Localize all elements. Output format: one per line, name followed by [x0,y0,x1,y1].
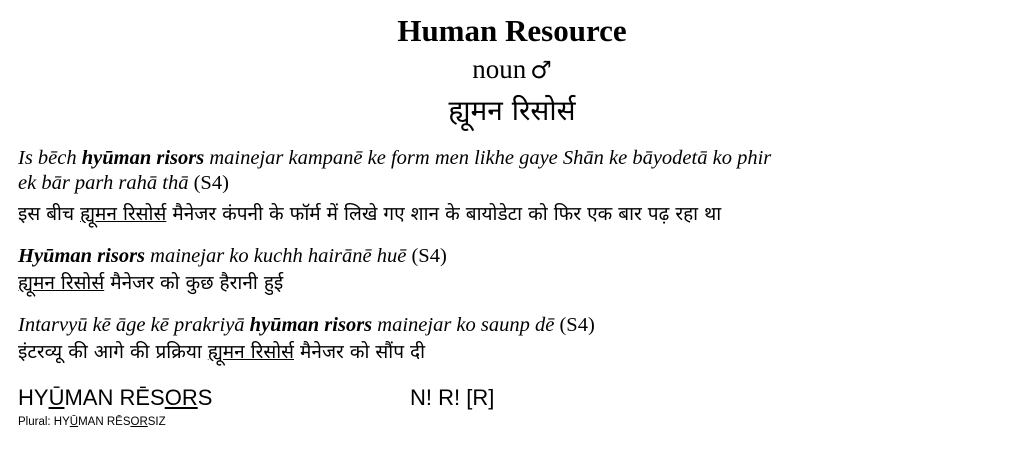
stress-code: N! R! [R] [410,385,495,410]
devanagari-headword: ह्यूमन रिसोर्स [448,94,576,127]
example-2-source: (S4) [411,245,447,267]
plural-stressed-part: OR [130,416,148,428]
example-3-roman [18,313,1018,338]
example-2-deva-text-rest: मैनेजर को कुछ हैरानी हुई [104,272,284,294]
example-1-deva-keyword: ह्यूमन रिसोर्स [80,203,167,225]
part-of-speech: noun [472,54,527,84]
example-1-devanagari [18,201,1018,227]
example-1-keyword: hyūman risors [81,147,205,169]
example-1-deva-text-rest: मैनेजर कंपनी के फॉर्म में लिखे गए शान के बायोडेटा को फिर एक बार पढ़ रहा था [166,203,722,225]
example-1-source: (S4) [193,172,229,194]
example-3-keyword: hyūman risors [249,314,373,336]
plural-form [18,414,166,430]
plural-part: HY [53,416,70,428]
example-3-roman-text-rest: mainejar ko saunp dē [372,314,555,336]
plural-part: SIZ [147,416,166,428]
male-gender-icon: ♂ [530,56,552,84]
example-3-deva-text-rest: मैनेजर को सौंप दी [294,341,426,363]
example-3-deva-keyword: ह्यूमन रिसोर्स [207,341,295,363]
example-1-roman-text: Is bēch [18,147,82,169]
example-2-roman-text-rest: mainejar ko kuchh hairānē huē [145,245,407,267]
example-2-roman [18,244,1018,269]
pronunciation [18,384,212,412]
plural-label: Plural: [18,416,54,428]
example-1-deva-text: इस बीच [18,203,81,225]
pron-stressed-part: Ū [48,385,65,410]
part-of-speech-line [0,52,1024,87]
example-3-deva-text: इंटरव्यू की आगे की प्रक्रिया [18,341,208,363]
headword: Human Resource [397,13,627,48]
example-1-roman-line-2 [18,171,1018,196]
pron-part: MAN RĒS [64,385,165,410]
pron-part: S [197,385,213,410]
example-1-roman-line-1 [18,146,1018,171]
example-1-roman-text-rest: mainejar kampanē ke form men likhe gaye Shān ke bāyodetā ko phir [204,147,772,169]
pron-stressed-part: OR [164,385,198,410]
example-2-devanagari [18,270,1018,296]
pron-part: HY [18,385,49,410]
example-3-source: (S4) [559,314,595,336]
example-2-keyword: Hyūman risors [18,245,146,267]
plural-part: MAN RĒS [78,416,131,428]
example-3-devanagari [18,339,1018,365]
example-2-deva-keyword: ह्यूमन रिसोर्स [18,272,105,294]
plural-stressed-part: Ū [69,416,79,428]
example-1-roman-continuation: ek bār parh rahā thā [18,172,189,194]
example-3-roman-text: Intarvyū kē āge kē prakriyā [18,314,250,336]
